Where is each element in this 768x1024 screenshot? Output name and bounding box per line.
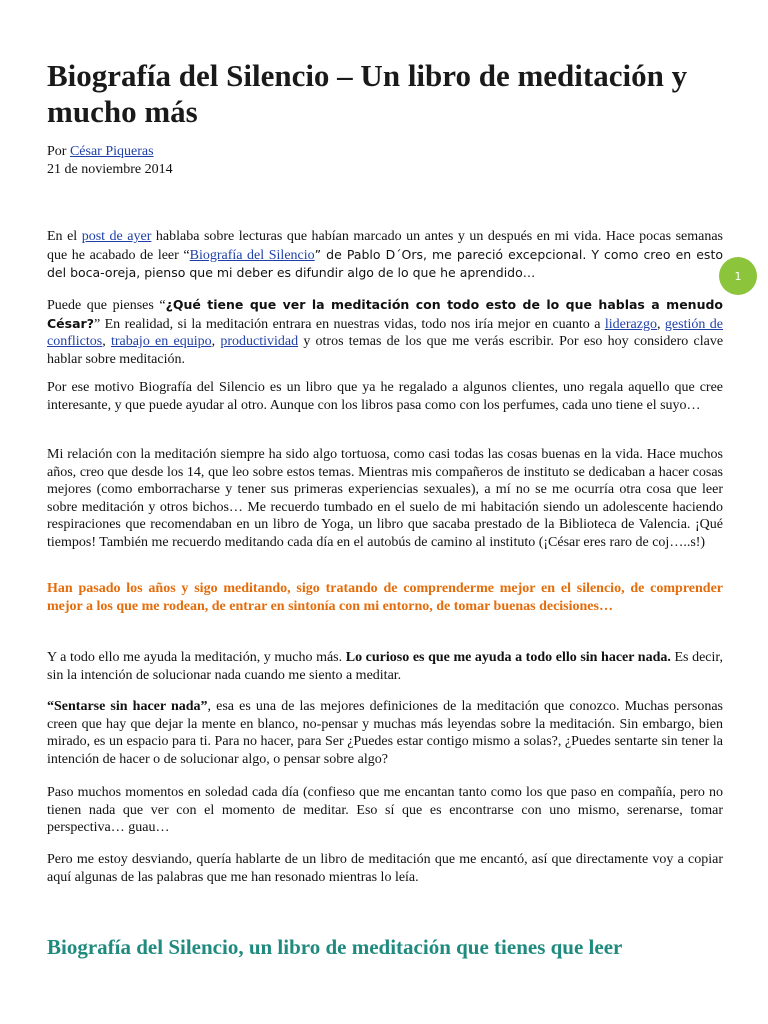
paragraph-8: Paso muchos momentos en soledad cada día (confieso que me encantan tanto como los que paso en compañía, pero no tienen nada que ver con el momento de meditar. Eso sí que es encontrarse con uno mismo, serenarse, tomar perspectiva… guau…: [47, 785, 723, 835]
text: Y a todo ello me ayuda la meditación, y mucho más.: [47, 650, 346, 665]
text: Es decir, sin la intención de solucionar nada cuando me siento a meditar.: [47, 650, 723, 683]
productividad-link[interactable]: productividad: [220, 334, 299, 349]
trabajo-equipo-link[interactable]: trabajo en equipo: [110, 334, 212, 349]
paragraph-2: [47, 296, 723, 368]
article-title: Biografía del Silencio – Un libro de meditación y mucho más: [47, 58, 688, 129]
text: ” de Pablo D´Ors, me pareció excepcional. Y como creo en esto del boca-oreja, pienso que mi deber es difundir algo de lo que he aprendido…: [47, 246, 723, 280]
bold-quote: “Sentarse sin hacer nada”: [47, 699, 208, 714]
post-de-ayer-link[interactable]: post de ayer: [81, 229, 152, 244]
bold-question: ¿Qué tiene que ver la meditación con todo esto de lo que hablas a menudo César?: [47, 297, 724, 331]
paragraph-3: Por ese motivo Biografía del Silencio es un libro que ya he regalado a algunos clientes, uno regala aquello que cree interesante, y que puede ayudar al otro. Aunque con los libros pasa como con los perfumes, cada uno tiene el suyo…: [47, 380, 723, 413]
text: ,: [211, 334, 221, 349]
paragraph-5-highlight: Han pasado los años y sigo meditando, sigo tratando de comprenderme mejor en el silencio, de comprender mejor a los que me rodean, de entrar en sintonía con mi entorno, de tomar buenas decisiones…: [47, 581, 723, 614]
paragraph-4: Mi relación con la meditación siempre ha sido algo tortuosa, como casi todas las cosas buenas en la vida. Hace muchos años, creo que desde los 14, que leo sobre estos temas. Mientras mis compañeros de instituto se dedicaban a hacer cosas mejores (como emborracharse y tener sus primeras experiencias sexuales), a mí no se me ocurría otra cosa que leer sobre meditación y otros bichos… Me recuerdo tumbado en el suelo de mi habitación siendo un adolescente haciendo respiraciones que recomendaban en un libro de Yoga, un libro que sacaba prestado de la Biblioteca de Valencia. ¡Qué tiempos! También me recuerdo meditando cada día en el autobús de camino al instituto (¡César eres raro de coj…..s!): [47, 447, 723, 550]
biografia-link[interactable]: Biografía del Silencio: [189, 247, 315, 263]
publish-date: 21 de noviembre 2014: [47, 162, 173, 177]
author-link[interactable]: César Piqueras: [69, 144, 154, 159]
byline-prefix: Por: [47, 144, 70, 159]
comment-marker[interactable]: 1: [719, 257, 757, 295]
bold-sentence: Lo curioso es que me ayuda a todo ello sin hacer nada.: [345, 650, 671, 665]
paragraph-6: [47, 649, 723, 684]
text: ,: [656, 316, 665, 332]
text: Puede que pienses “: [47, 298, 166, 313]
text: y otros temas de los que me verás escribir. Por eso hoy considero clave hablar sobre meditación.: [47, 334, 724, 367]
text: hablaba sobre lecturas que habían marcado un antes y un después en mi vida. Hace pocas semanas que he acabado de leer “: [47, 229, 723, 263]
section-heading: Biografía del Silencio, un libro de meditación que tienes que leer: [47, 935, 623, 959]
byline: [47, 143, 154, 160]
paragraph-9: Pero me estoy desviando, quería hablarte de un libro de meditación que me encantó, así que directamente voy a copiar aquí algunas de las palabras que me han resonado mientras lo leía.: [47, 852, 723, 885]
text: ,: [102, 334, 111, 349]
text: , esa es una de las mejores definiciones de la meditación que conozco. Muchas personas creen que hay que dejar la mente en blanco, no-pensar y muchas más leyendas sobre la meditación. Sin embargo, bien mirado, es un espacio para ti. Para no hacer, para Ser ¿Puedes estar contigo mismo a solas?, ¿Puedes sentarte sin tener la intención de hacer o de solucionar algo, o pensar sobre algo?: [47, 699, 723, 767]
liderazgo-link[interactable]: liderazgo: [604, 316, 657, 332]
paragraph-7: [47, 698, 723, 768]
gestion-conflictos-link[interactable]: gestión de conflictos: [47, 316, 724, 349]
paragraph-1: [47, 228, 723, 283]
text: En el: [47, 229, 82, 244]
text: ” En realidad, si la meditación entrara en nuestras vidas, todo nos iría mejor en cuanto a: [93, 316, 605, 332]
